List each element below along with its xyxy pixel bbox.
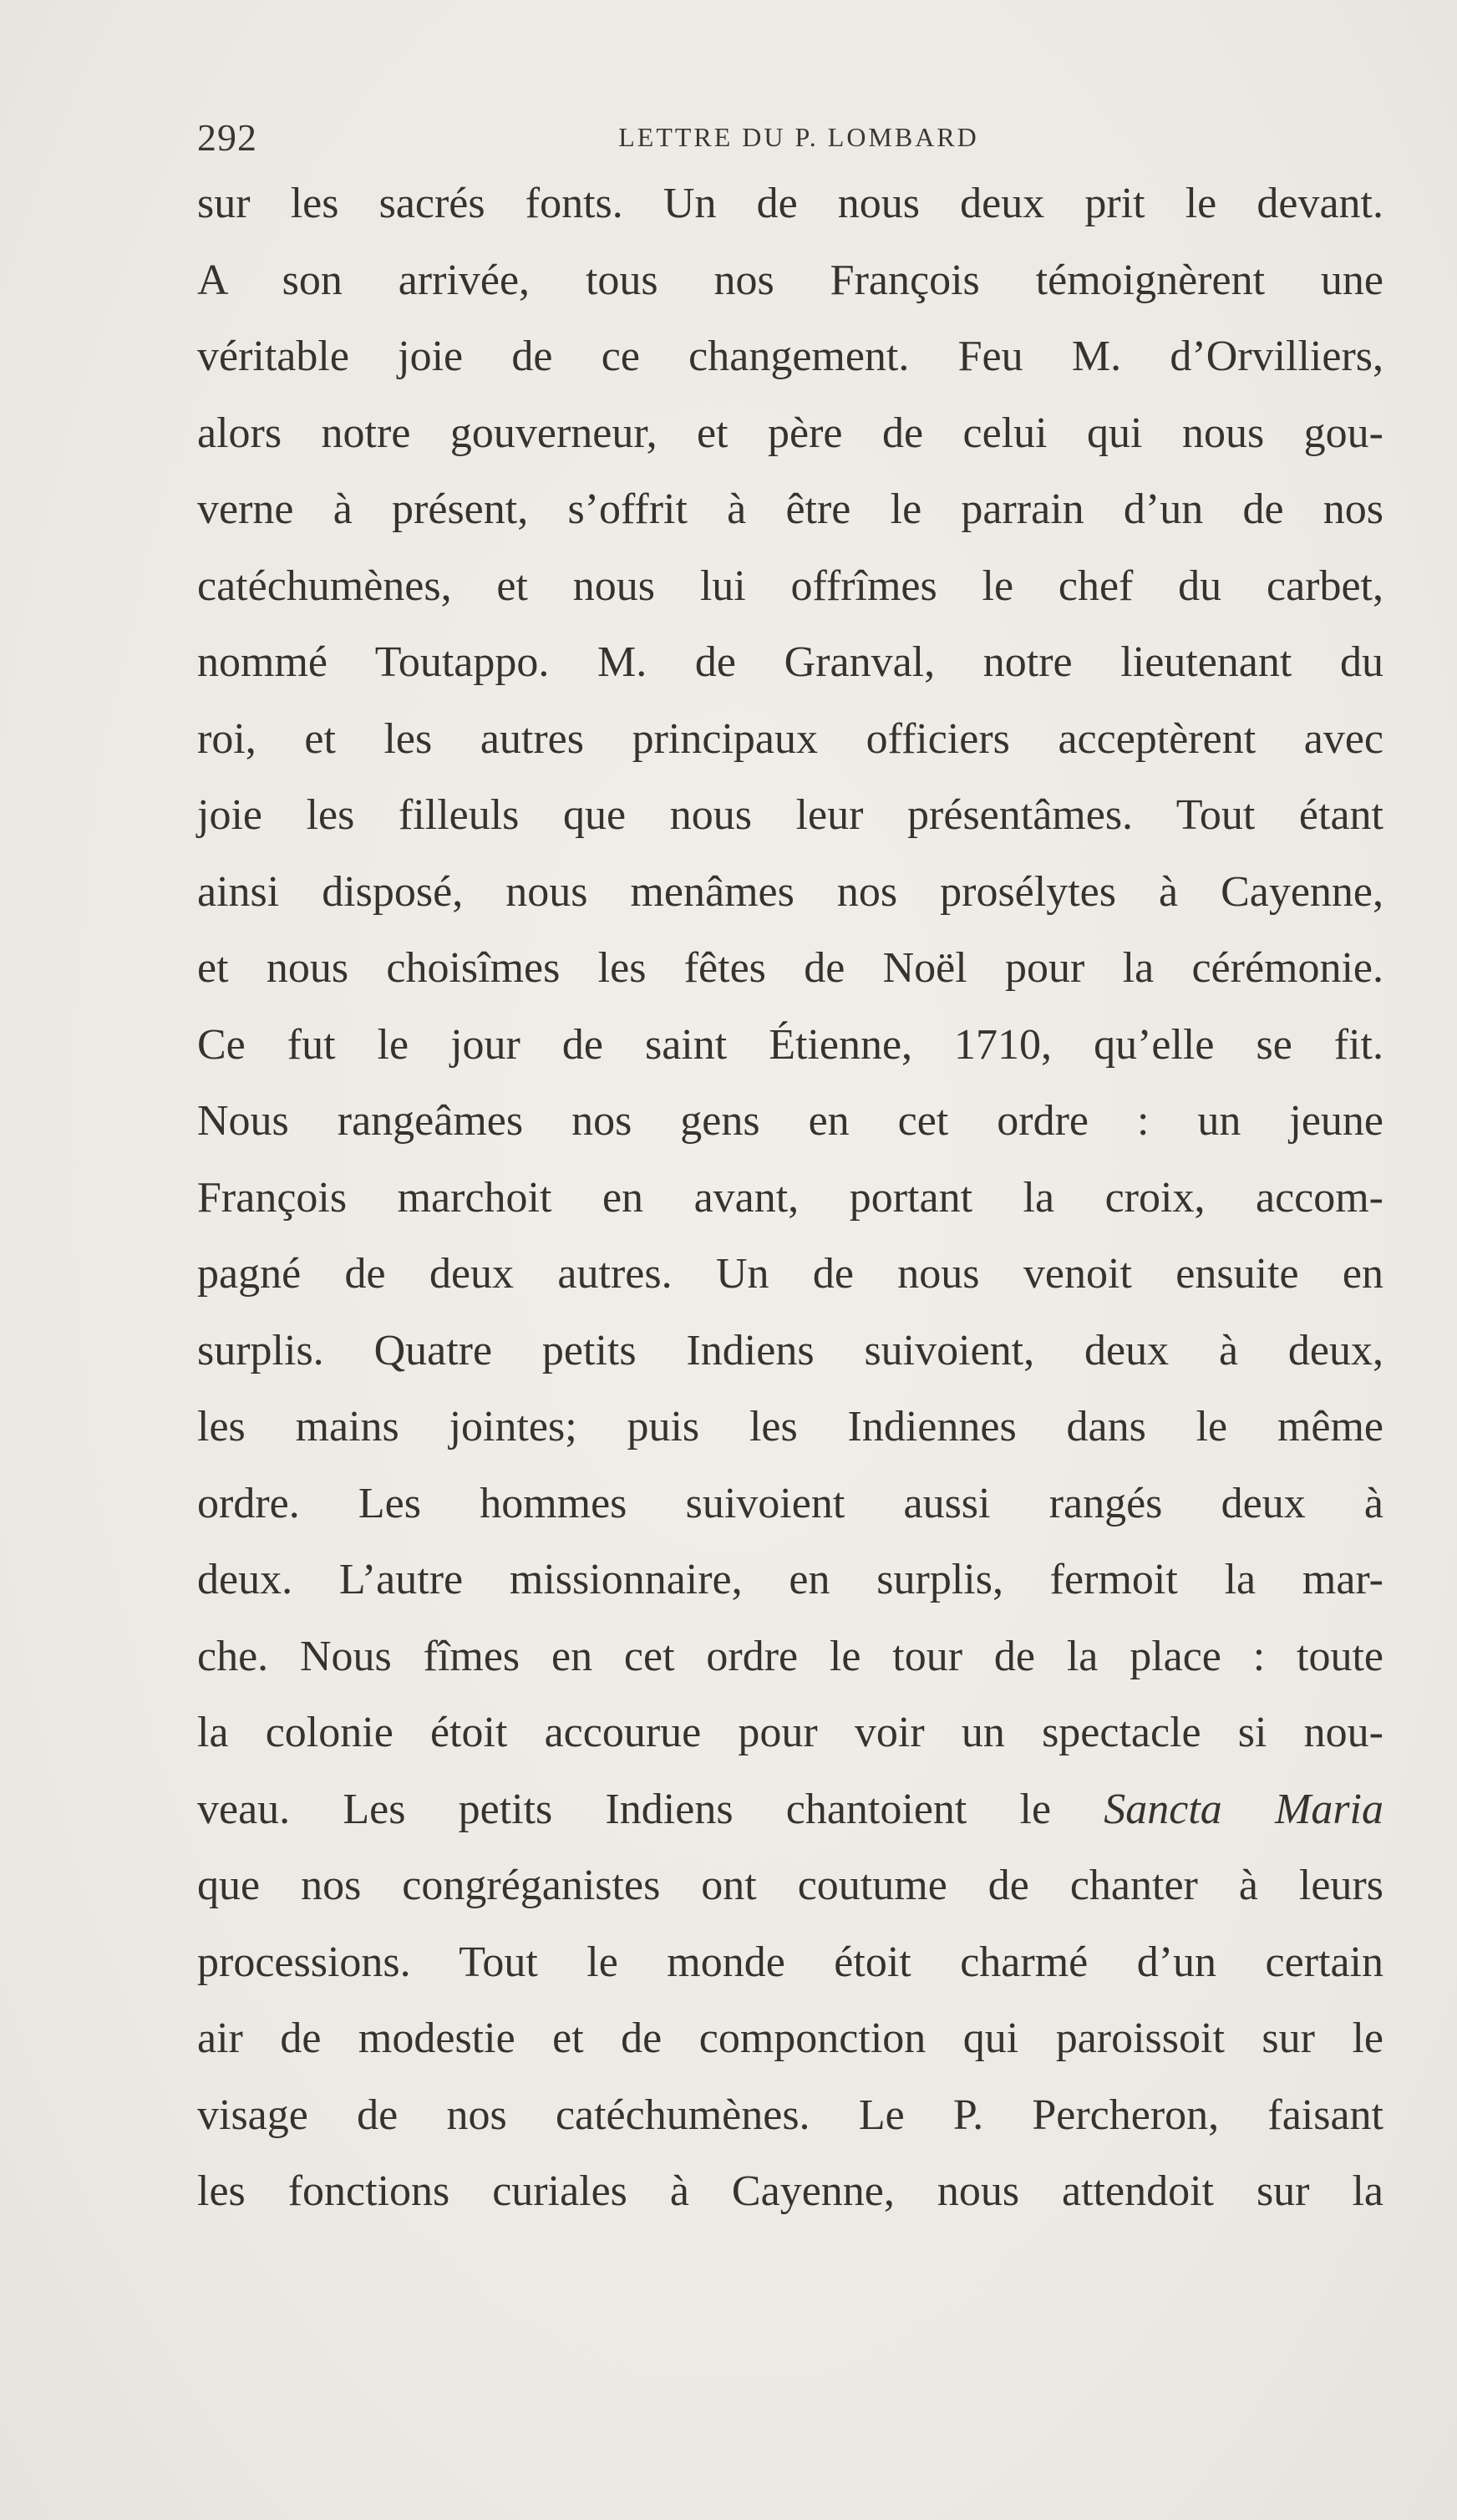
- line-text: veau. Les petits Indiens chantoient le: [197, 1785, 1104, 1833]
- text-line: ainsi disposé, nous menâmes nos prosélytes à Cayenne,: [197, 867, 1383, 916]
- text-line: ordre. Les hommes suivoient aussi rangés deux à: [197, 1479, 1383, 1527]
- text-line: visage de nos catéchumènes. Le P. Percheron, faisant: [197, 2091, 1383, 2139]
- text-line: Nous rangeâmes nos gens en cet ordre : un jeune: [197, 1097, 1383, 1145]
- text-line: nommé Toutappo. M. de Granval, notre lieutenant du: [197, 638, 1383, 686]
- text-line: roi, et les autres principaux officiers acceptèrent avec: [197, 714, 1383, 763]
- page-number: 292: [197, 116, 257, 159]
- text-line: et nous choisîmes les fêtes de Noël pour la cérémonie.: [197, 944, 1383, 992]
- running-title: LETTRE DU P. LOMBARD: [618, 122, 979, 152]
- text-line: les mains jointes; puis les Indiennes dans le même: [197, 1403, 1383, 1451]
- text-line: deux. L’autre missionnaire, en surplis, fermoit la mar-: [197, 1556, 1383, 1603]
- text-line: A son arrivée, tous nos François témoignèrent une: [197, 256, 1383, 304]
- text-line: verne à présent, s’offrit à être le parrain d’un de nos: [197, 485, 1383, 533]
- text-line-with-italic: [197, 1771, 1383, 1848]
- text-line: catéchumènes, et nous lui offrîmes le chef du carbet,: [197, 561, 1383, 610]
- text-line: alors notre gouverneur, et père de celui qui nous gou-: [197, 409, 1383, 457]
- text-line: la colonie étoit accourue pour voir un spectacle si nou-: [197, 1709, 1383, 1756]
- text-line: François marchoit en avant, portant la croix, accom-: [197, 1173, 1383, 1222]
- text-line: pagné de deux autres. Un de nous venoit ensuite en: [197, 1250, 1383, 1298]
- text-line: air de modestie et de componction qui paroissoit sur le: [197, 2014, 1383, 2062]
- text-line: che. Nous fîmes en cet ordre le tour de la place : toute: [197, 1632, 1383, 1680]
- text-line: processions. Tout le monde étoit charmé d’un certain: [197, 1938, 1383, 1986]
- body-text: [197, 165, 1383, 2230]
- text-line: surplis. Quatre petits Indiens suivoient, deux à deux,: [197, 1326, 1383, 1374]
- text-line: Ce fut le jour de saint Étienne, 1710, qu’elle se fit.: [197, 1020, 1383, 1069]
- text-line: sur les sacrés fonts. Un de nous deux prit le devant.: [197, 180, 1383, 227]
- text-line: les fonctions curiales à Cayenne, nous attendoit sur la: [197, 2167, 1383, 2215]
- text-line: véritable joie de ce changement. Feu M. d’Orvilliers,: [197, 333, 1383, 380]
- text-line: que nos congréganistes ont coutume de chanter à leurs: [197, 1862, 1383, 1909]
- text-line: joie les filleuls que nous leur présentâmes. Tout étant: [197, 791, 1383, 839]
- italic-phrase: Sancta Maria: [1104, 1785, 1384, 1833]
